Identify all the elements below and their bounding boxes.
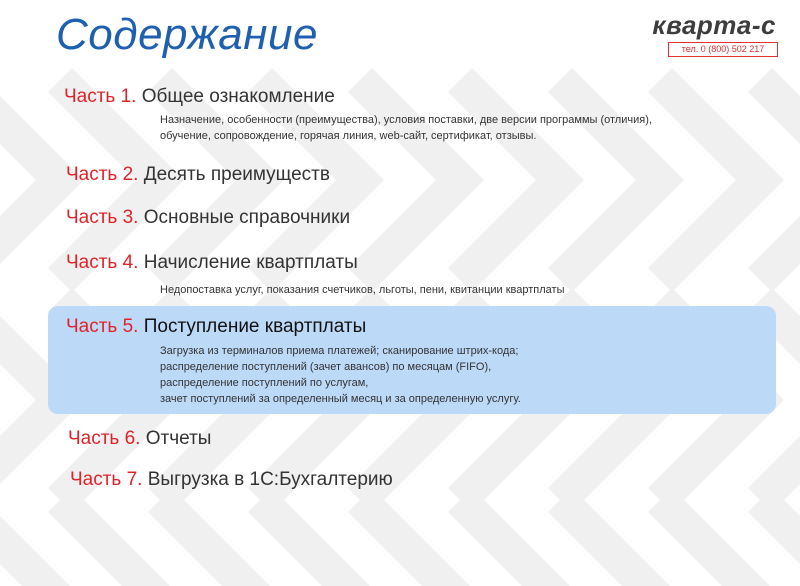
part-2-label: Часть 2.: [66, 164, 139, 185]
part-5-description-line: распределение поступлений по услугам,: [160, 377, 369, 389]
part-3-title: Основные справочники: [143, 207, 351, 228]
part-4-description-line: Недопоставка услуг, показания счетчиков, льготы, пени, квитанции квартплаты: [160, 284, 565, 296]
part-1-title: Общее ознакомление: [141, 86, 335, 107]
part-3-label: Часть 3.: [66, 207, 139, 228]
part-5-description-line: распределение поступлений (зачет авансов) по месяцам (FIFO),: [160, 361, 492, 373]
part-1-description-line: обучение, сопровождение, горячая линия, web-сайт, сертификат, отзывы.: [160, 130, 537, 142]
slide-title: Содержание: [56, 10, 318, 59]
part-5-title: Поступление квартплаты: [143, 316, 367, 337]
part-7-heading: [70, 469, 393, 491]
part-6-heading: [68, 428, 211, 450]
part-5-label: Часть 5.: [66, 316, 139, 337]
part-4-label: Часть 4.: [66, 252, 139, 273]
company-logo: [650, 10, 776, 57]
part-6-title: Отчеты: [145, 428, 212, 449]
part-3-heading: [66, 207, 350, 229]
part-4-description: [160, 282, 564, 298]
part-1-description-line: Назначение, особенности (преимущества), условия поставки, две версии программы (отличия),: [160, 114, 652, 126]
part-5-description-line: Загрузка из терминалов приема платежей; сканирование штрих-кода;: [160, 345, 519, 357]
part-2-title: Десять преимуществ: [143, 164, 330, 185]
logo-name: кварта-с: [652, 10, 776, 40]
part-5-description: [160, 343, 521, 407]
part-4-heading: [66, 252, 358, 274]
part-7-title: Выгрузка в 1С:Бухгалтерию: [147, 469, 393, 490]
part-1-label: Часть 1.: [64, 86, 137, 107]
part-7-label: Часть 7.: [70, 469, 143, 490]
logo-phone: тел. 0 (800) 502 217: [668, 42, 778, 57]
part-6-label: Часть 6.: [68, 428, 141, 449]
part-1-description: [160, 112, 652, 144]
part-4-title: Начисление квартплаты: [143, 252, 358, 273]
part-1-heading: [64, 86, 335, 108]
part-2-heading: [66, 164, 330, 186]
part-5-heading: [66, 316, 366, 338]
part-5-description-line: зачет поступлений за определенный месяц и за определенную услугу.: [160, 393, 521, 405]
